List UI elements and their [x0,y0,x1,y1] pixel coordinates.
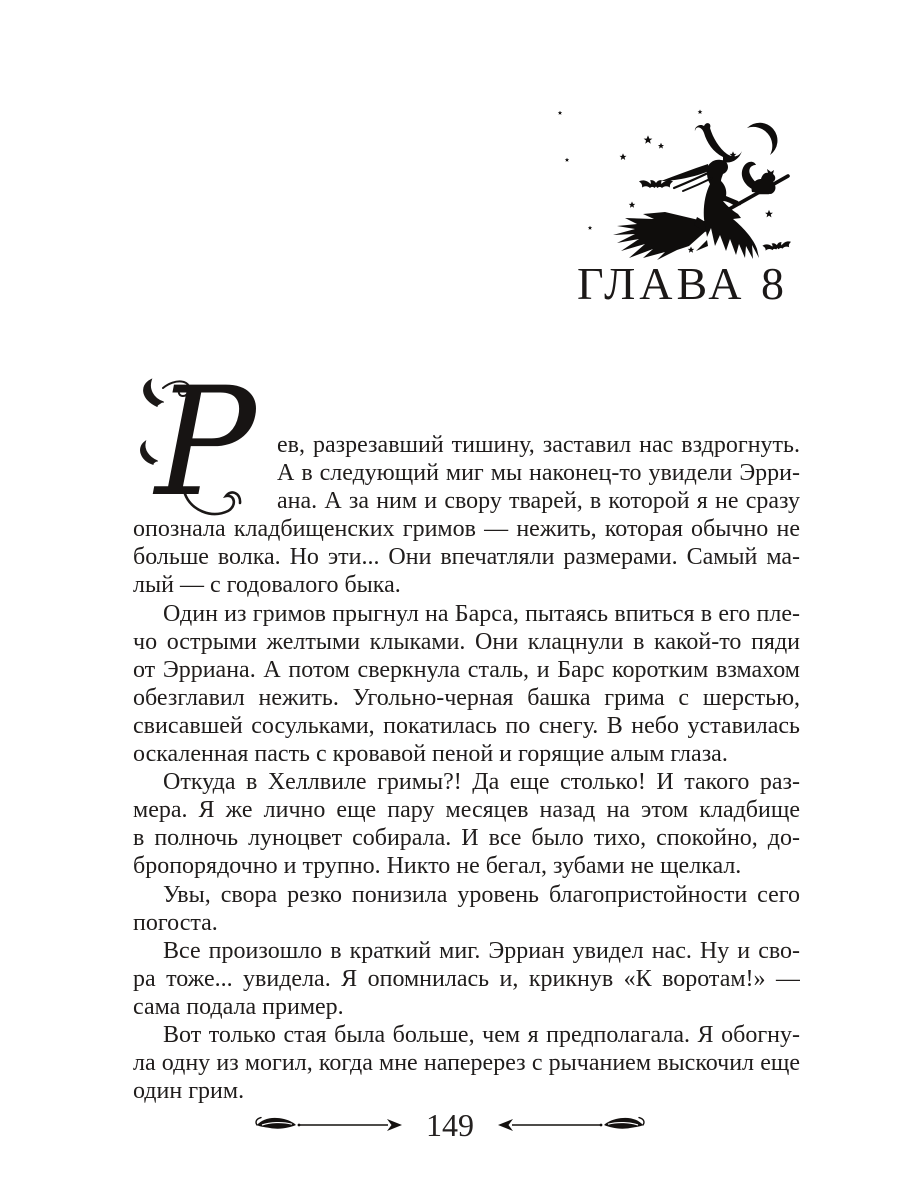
paragraph [133,768,800,880]
bat-icon [762,241,792,252]
text-line: ра тоже... увидела. Я опомнилась и, крикнув «К воротам!» — [133,965,800,992]
text-line: опознала кладбищенских гримов — нежить, которая обычно не [133,516,800,543]
text-line: ла одну из могил, когда мне наперерез с рычанием выскочил еще [133,1050,800,1077]
text-line: ана. А за ним и свору тварей, в которой я не сразу [277,488,800,515]
text-line: обезглавил нежить. Угольно-черная башка грима с шерстью, [133,684,800,711]
text-line: Все произошло в краткий миг. Эрриан увидел нас. Ну и сво- [163,937,800,964]
text-line: ев, разрезавший тишину, заставил нас вздрогнуть. [277,432,800,458]
chapter-title: ГЛАВА 8 [576,258,788,309]
paragraph [133,600,800,769]
page-footer [0,1106,900,1144]
text-line: Вот только стая была больше, чем я предполагала. Я обогну- [163,1021,800,1048]
drop-cap-initial [133,372,270,522]
text-line: оскаленная пасть с кровавой пеной и горящие алым глаза. [133,741,728,768]
chapter-illustration [555,100,800,260]
paragraph [133,881,800,937]
feather-arrow-right-icon [254,1114,412,1136]
text-line: свисавшей сосульками, покатилась по снегу. В небо уставилась [133,712,800,739]
text-line: от Эрриана. А потом сверкнула сталь, и Барс коротким взмахом [133,656,800,683]
paragraph [133,1021,800,1105]
text-line: Увы, свора резко понизила уровень благопристойности сего [163,881,800,908]
bat-icon [639,180,673,188]
text-line: сама подала пример. [133,993,344,1020]
text-line: чо острыми желтыми клыками. Они клацнули в какой-то пяди [133,628,800,655]
text-line: больше волка. Но эти... Они впечатляли размерами. Самый ма- [133,544,800,571]
paragraphs-container [133,431,800,1105]
crescent-moon-icon [747,123,777,155]
squirrel-icon [742,162,776,194]
paragraph [133,937,800,1021]
text-line: Один из гримов прыгнул на Барса, пытаясь впиться в его пле- [163,600,800,627]
text-line: Откуда в Хеллвиле гримы?! Да еще столько! И такого раз- [163,769,800,796]
text-line: лый — с годовалого быка. [133,572,401,599]
text-line: в полночь луноцвет собирала. И все было тихо, спокойно, до- [133,825,800,852]
witch-on-broom-icon [555,100,800,260]
text-line: мера. Я же лично еще пару месяцев назад на этом кладбище [133,797,800,824]
text-line: погоста. [133,909,218,936]
text-line: один грим. [133,1078,245,1105]
text-line: бропорядочно и трупно. Никто не бегал, зубами не щелкал. [133,853,742,880]
text-block [133,372,800,1105]
feather-arrow-left-icon [488,1114,646,1136]
page-number: 149 [426,1107,474,1143]
drop-cap-letter: Р [155,372,256,522]
ornate-initial-icon [133,372,270,522]
text-line: А в следующий миг мы наконец-то увидели Эрри- [277,460,800,487]
